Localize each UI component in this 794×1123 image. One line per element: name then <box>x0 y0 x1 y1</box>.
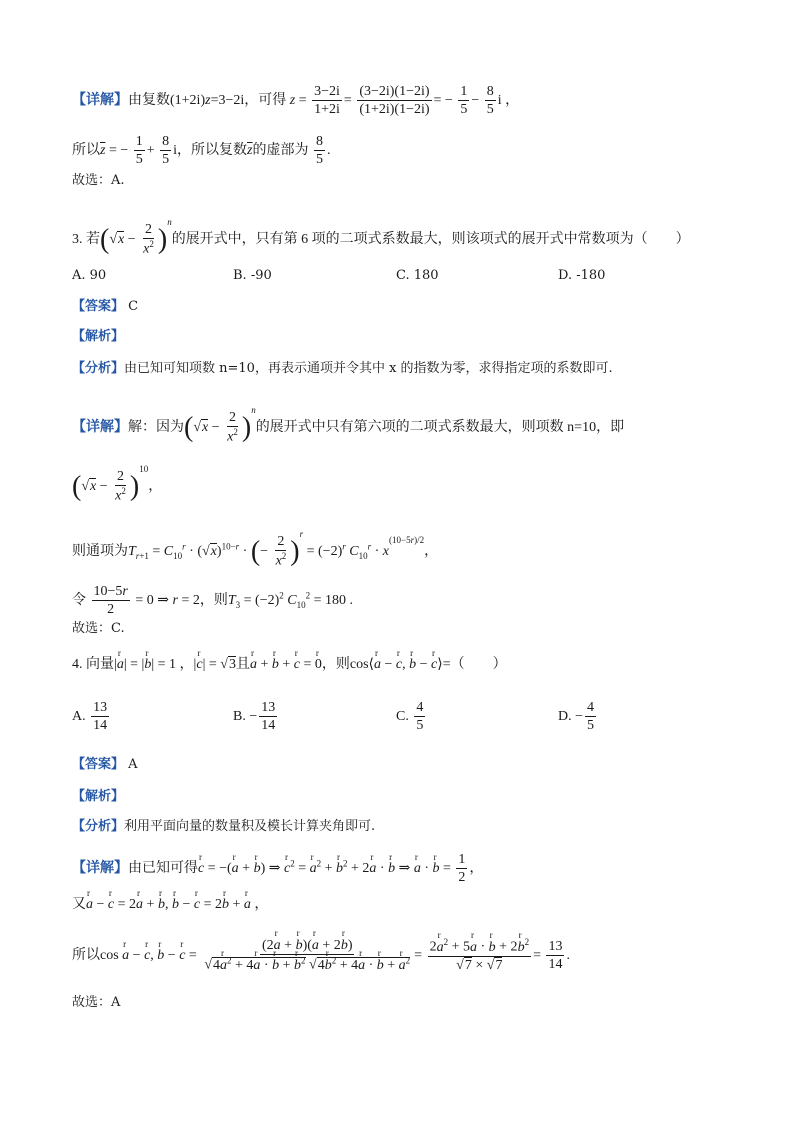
q4-line-c: 所以cos r a − r c, r b − r c = $\frac{\text{(2r a + r b)(r a + 2r b)}}{√4r a^2 + 4r a \cdot r b + r b^2 √4r b^2 + 4r a \cdot r b + r a^2}$ = $\frac{2r a^2 + 5r a \cdot r b + 2r b^2}{√7 \times √7}$ = $\frac{13}{14}$ . <box>72 938 570 973</box>
text: 且 <box>235 657 250 672</box>
text: 所以 <box>72 947 100 963</box>
q2-choice: 故选：A. <box>72 173 125 188</box>
method-tag: 【分析】 <box>72 819 125 834</box>
text: 的展开式中，只有第 6 项的二项式系数最大，则该项式的展开式中常数项为（ ） <box>171 232 690 247</box>
text: 若 <box>86 232 100 247</box>
answer-tag: 【答案】 <box>72 299 125 314</box>
q4-analysis-tag <box>72 790 124 803</box>
text: 向量 <box>86 657 114 672</box>
text: 利用平面向量的数量积及模长计算夹角即可. <box>124 819 376 834</box>
text: ，则 <box>199 593 228 609</box>
option-label: A. <box>72 709 86 725</box>
text: ，则 <box>321 657 350 672</box>
text: ，可得 <box>244 93 287 109</box>
text: =（ ） <box>442 657 507 672</box>
q3-let: 令 $\frac{10-5r}{2}$ = 0 ⇒ r = 2，则$T_3 = (-2)^2$ $C_{10}^2 = 180$ . <box>72 584 354 618</box>
q3-option-a: A. 90 <box>72 268 107 283</box>
q3-option-b: B. -90 <box>233 268 272 283</box>
text: 解：因为 <box>128 420 184 435</box>
q4-option-a: A. $\frac{13}{14}$ <box>72 700 108 734</box>
q4-method <box>72 820 375 833</box>
question-number: 4. <box>72 657 83 672</box>
q4-detail: 【详解】由已知可得r c = −(r a + r b) ⇒ r $c^2 = r$ $a^2 + r$ $b^2 + 2r$ a · r b ⇒ r a · r b = $\frac{1}{2}$ ， <box>72 852 483 886</box>
analysis-tag: 【解析】 <box>72 789 125 804</box>
option-label: B. <box>233 709 246 725</box>
text: 由已知可得 <box>128 861 198 877</box>
q3-answer <box>72 300 138 313</box>
q3-analysis-tag <box>72 330 124 343</box>
q2-conjugate-line: 所以$\overline{z}$ = − $\frac{1}{5}$ + $\frac{8}{5}$ i，所以复数$\overline{z}$的虚部为 $\frac{8}{5}$ . <box>72 134 331 168</box>
option-label: D. <box>558 709 572 725</box>
answer-tag: 【答案】 <box>72 757 125 772</box>
q4-option-d: D. − $\frac{4}{5}$ <box>558 700 595 734</box>
q2-detail-line: 【详解】由复数(1+2i)z=3−2i，可得 z = $\frac{3-2i}{1+2i}$ = $\frac{(3-2i)(1-2i)}{(1+2i)(1-2i)}$ = − $\frac{1}{5}$ − $\frac{8}{5}$ i ， <box>72 84 520 118</box>
option-label: C. <box>396 709 409 725</box>
q3-choice: 故选：C. <box>72 621 125 636</box>
detail-tag: 【详解】 <box>72 860 128 877</box>
q3-option-d: D. -180 <box>558 268 606 283</box>
q3-stem: 3. 若(√x − $\frac{2}{x^2}$ )$^n$的展开式中，只有第 6 项的二项式系数最大，则该项式的展开式中常数项为（ ） <box>72 217 690 258</box>
text: ，所以复数 <box>177 143 248 159</box>
question-number: 3. <box>72 232 83 247</box>
text: 的展开式中只有第六项的二项式系数最大，则项数 n=10，即 <box>255 420 625 435</box>
answer-value: C <box>128 299 139 314</box>
detail-tag: 【详解】 <box>72 419 128 435</box>
method-tag: 【分析】 <box>72 361 125 376</box>
detail-tag: 【详解】 <box>72 92 128 109</box>
q3-detail: 【详解】解：因为(√x − $\frac{2}{x^2}$ )$^n$的展开式中只有第六项的二项式系数最大，则项数 n=10，即 <box>72 405 625 446</box>
text: 令 <box>72 593 86 609</box>
q4-option-b: B. − $\frac{13}{14}$ <box>233 700 276 734</box>
text: 由复数 <box>128 93 170 109</box>
text: 由已知可知项数 n=10，再表示通项并令其中 x 的指数为零，求得指定项的系数即可. <box>124 361 613 376</box>
text: 的虚部为 <box>252 143 309 159</box>
q3-general-term: 则通项为$T_{r+1} = C_{10}^r \cdot (√x)^{10-r}$ · (− $\frac{2}{x^2}$ )$^r = (-2)^r$ $C_{10}^r \cdot x^{(10-5r)/2}$， <box>72 529 439 570</box>
q4-line-b: 又r a − r c = 2r a + r b, r b − r c = 2r b + r a ， <box>72 898 268 912</box>
answer-value: A <box>128 757 138 772</box>
text: 则通项为 <box>72 544 128 559</box>
q3-option-c: C. 180 <box>396 268 439 283</box>
q4-answer <box>72 758 138 771</box>
q3-expression: (√x − $\frac{2}{x^2}$ )$^{10}$， <box>72 464 163 505</box>
q4-choice: 故选：A <box>72 995 121 1010</box>
q3-method <box>72 362 613 375</box>
text: 所以 <box>72 143 100 159</box>
q4-option-c: C. $\frac{4}{5}$ <box>396 700 424 734</box>
analysis-tag: 【解析】 <box>72 329 125 344</box>
text: 又 <box>72 897 86 912</box>
q4-stem: 4. 向量|r a| = |r b| = 1 ，|r c| = √3且r a + r b + r c = r 0，则cos⟨r a − r c, r b − r c⟩=（ ） <box>72 658 507 672</box>
